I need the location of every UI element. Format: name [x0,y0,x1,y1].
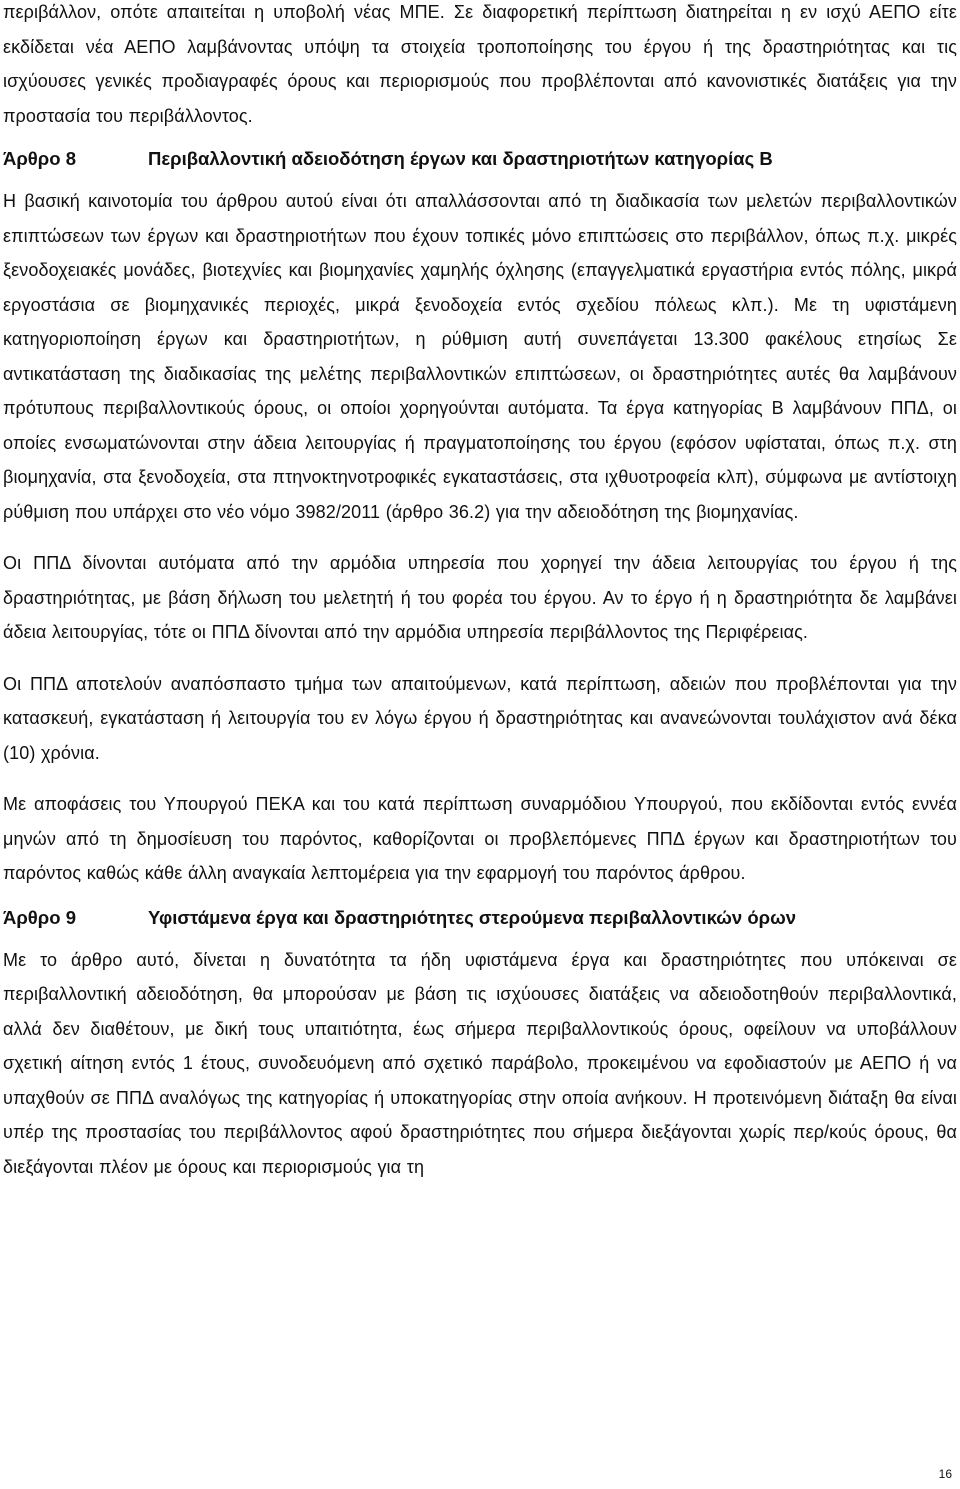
article-9-number: Άρθρο 9 [3,906,76,928]
article-8-paragraph-3: Οι ΠΠΔ αποτελούν αναπόσπαστο τμήμα των απαιτούμενων, κατά περίπτωση, αδειών που προβλέπονται για την κατασκευή, εγκατάσταση ή λειτουργία του εν λόγω έργου ή δραστηριότητας και ανανεώνονται τουλάχιστον ανά δέκα (10) χρόνια. [3,673,957,763]
page-number: 16 [938,1467,952,1481]
article-8-number: Άρθρο 8 [3,148,76,169]
article-9-paragraph-1: Με το άρθρο αυτό, δίνεται η δυνατότητα τα ήδη υφιστάμενα έργα και δραστηριότητες που υπόκειναι σε περιβαλλοντική αδειοδότηση, θα μπορούσαν με βάση τις ισχύουσες διατάξεις να αδειοδοτηθούν περιβαλλοντικά, αλλά δεν διαθέτουν, με δική τους υπαιτιότητα, έως σήμερα περιβαλλοντικούς όρους, οφείλουν να υποβάλλουν σχετική αίτηση εντός 1 έτους, συνοδευόμενη από σχετικό παράβολο, προκειμένου να εφοδιαστούν με ΑΕΠΟ ή να υπαχθούν σε ΠΠΔ αναλόγως της κατηγορίας ή υποκατηγορίας στην οποία ανήκουν. Η προτεινόμενη διάταξη θα είναι υπέρ της προστασίας του περιβάλλοντος αφού δραστηριότητες που σήμερα διεξάγονται χωρίς περ/κούς όρους, θα διεξάγονται πλέον με όρους και περιορισμούς για τη [3,949,957,1177]
article-9-title: Υφιστάμενα έργα και δραστηριότητες στερούμενα περιβαλλοντικών όρων [148,906,796,928]
article-9-heading [3,907,957,929]
article-8-heading [3,148,957,170]
article-8-paragraph-4: Με αποφάσεις του Υπουργού ΠΕΚΑ και του κατά περίπτωση συναρμόδιου Υπουργού, που εκδίδονται εντός εννέα μηνών από τη δημοσίευση του παρόντος, καθορίζονται οι προβλεπόμενες ΠΠΔ έργων και δραστηριοτήτων του παρόντος καθώς κάθε άλλη αναγκαία λεπτομέρεια για την εφαρμογή του παρόντος άρθρου. [3,794,957,883]
article-8-paragraph-1: Η βασική καινοτομία του άρθρου αυτού είναι ότι απαλλάσσονται από τη διαδικασία των μελετών περιβαλλοντικών επιπτώσεων των έργων και δραστηριοτήτων που έχουν τοπικές μόνο επιπτώσεις στο περιβάλλον, όπως π.χ. μικρές ξενοδοχειακές μονάδες, βιοτεχνίες και βιομηχανίες χαμηλής όχλησης (επαγγελματικά εργαστήρια εντός πόλης, μικρά εργοστάσια σε βιομηχανικές περιοχές, μικρά ξενοδοχεία εντός σχεδίου πόλεως κλπ.). Με τη υφιστάμενη κατηγοριοποίηση έργων και δραστηριοτήτων, η ρύθμιση αυτή συνεπάγεται 13.300 φακέλους ετησίως Σε αντικατάσταση της διαδικασίας της μελέτης περιβαλλοντικών επιπτώσεων, οι δραστηριότητες αυτές θα λαμβάνουν πρότυπους περιβαλλοντικούς όρους, οι οποίοι χορηγούνται αυτόματα. Τα έργα κατηγορίας Β λαμβάνουν ΠΠΔ, οι οποίες ενσωματώνονται στην άδεια λειτουργίας ή πραγματοποίησης του έργου (εφόσον υφίσταται, όπως π.χ. στη βιομηχανία, στα ξενοδοχεία, στα πτηνοκτηνοτροφικές εγκαταστάσεις, στα ιχθυοτροφεία κλπ), σύμφωνα με αντίστοιχη ρύθμιση που υπάρχει στο νέο νόμο 3982/2011 (άρθρο 36.2) για την αδειοδότηση της βιομηχανίας. [3,191,957,522]
article-8-paragraph-2: Οι ΠΠΔ δίνονται αυτόματα από την αρμόδια υπηρεσία που χορηγεί την άδεια λειτουργίας του έργου ή της δραστηριότητας, με βάση δήλωση του μελετητή ή του φορέα του έργου. Αν το έργο ή η δραστηριότητα δε λαμβάνει άδεια λειτουργίας, τότε οι ΠΠΔ δίνονται από την αρμόδια υπηρεσία περιβάλλοντος της Περιφέρειας. [3,553,957,642]
article-8-title: Περιβαλλοντική αδειοδότηση έργων και δραστηριοτήτων κατηγορίας Β [148,148,773,169]
intro-paragraph: περιβάλλον, οπότε απαιτείται η υποβολή νέας ΜΠΕ. Σε διαφορετική περίπτωση διατηρείται η εν ισχύ ΑΕΠΟ είτε εκδίδεται νέα ΑΕΠΟ λαμβάνοντας υπόψη τα στοιχεία τροποποίησης του έργου ή της δραστηριότητας και τις ισχύουσες γενικές προδιαγραφές όρους και περιορισμούς που προβλέπονται από κανονιστικές διατάξεις για την προστασία του περιβάλλοντος. [3,2,957,126]
